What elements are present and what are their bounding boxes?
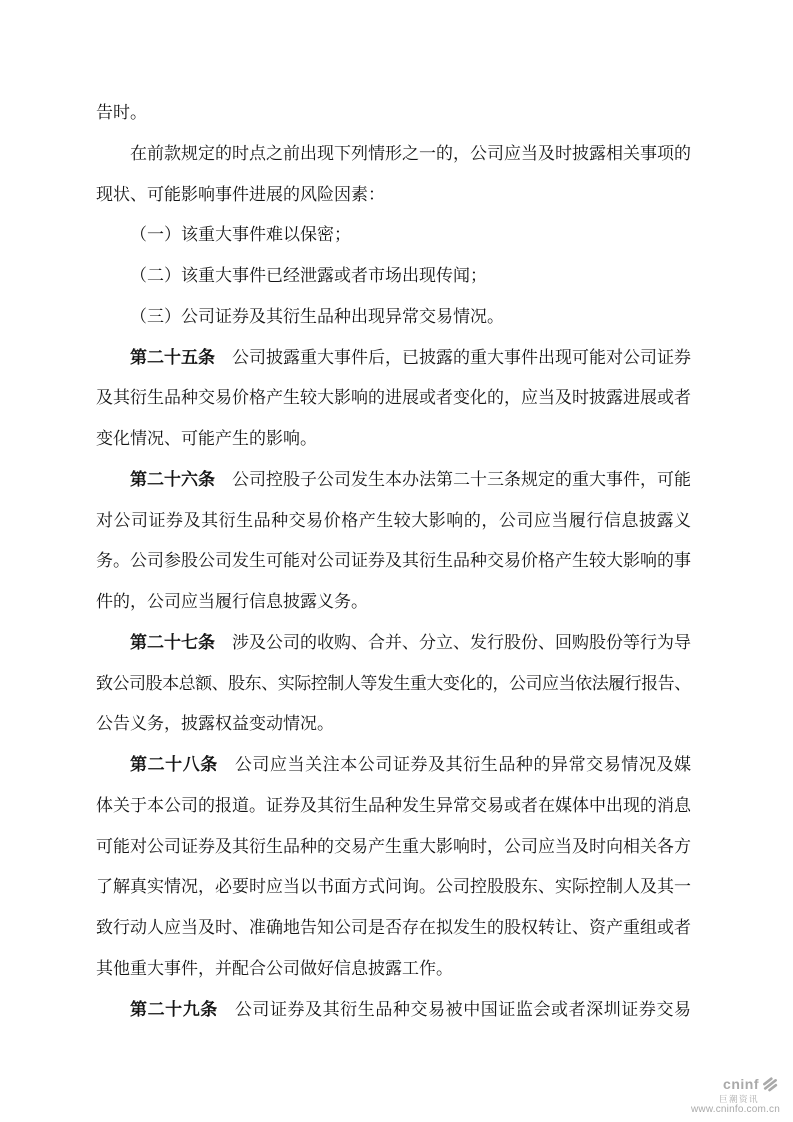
text-line: [96, 460, 691, 501]
text-line: [96, 419, 691, 460]
text-segment: 了解真实情况，必要时应当以书面方式问询。公司控股股东、实际控制人及其一: [96, 877, 691, 897]
text-line: [96, 175, 691, 216]
text-segment: （一）该重大事件难以保密；: [130, 225, 351, 245]
text-line: [96, 990, 691, 1031]
text-segment: 及其衍生品种交易价格产生较大影响的进展或者变化的，应当及时披露进展或者: [96, 388, 691, 408]
text-line: [96, 664, 691, 705]
text-segment: 对公司证券及其衍生品种交易价格产生较大影响的，公司应当履行信息披露义: [96, 510, 691, 530]
article-number: 第二十九条: [130, 999, 218, 1019]
text-line: [96, 378, 691, 419]
text-line: [96, 704, 691, 745]
text-segment: 件的，公司应当履行信息披露义务。: [96, 592, 368, 611]
text-segment: （二）该重大事件已经泄露或者市场出现传闻；: [130, 266, 487, 285]
text-segment: 公司控股子公司发生本办法第二十三条规定的重大事件，可能: [232, 469, 691, 489]
text-segment: 体关于本公司的报道。证券及其衍生品种发生异常交易或者在媒体中出现的消息: [96, 795, 691, 815]
text-line: [96, 827, 691, 868]
text-segment: 涉及公司的收购、合并、分立、发行股份、回购股份等行为导: [232, 632, 691, 652]
text-segment: 可能对公司证券及其衍生品种的交易产生重大影响时，公司应当及时向相关各方: [96, 836, 691, 856]
paragraph: [96, 990, 691, 1031]
text-segment: 变化情况、可能产生的影响。: [96, 429, 317, 448]
text-line: [96, 256, 691, 297]
cninfo-brand-chinese: 巨潮资讯: [718, 1093, 759, 1104]
text-segment: 公司证券及其衍生品种交易被中国证监会或者深圳证券交易: [234, 999, 692, 1019]
article-number: 第二十五条: [130, 347, 215, 367]
article-number: 第二十八条: [130, 755, 218, 774]
text-segment: 公司应当关注本公司证券及其衍生品种的异常交易情况及媒: [234, 755, 692, 774]
text-segment: 告时。: [96, 103, 147, 122]
paragraph: [96, 134, 691, 216]
text-line: [96, 949, 691, 990]
article-number: 第二十七条: [130, 632, 215, 652]
text-segment: （三）公司证券及其衍生品种出现异常交易情况。: [130, 306, 504, 326]
paragraph: [96, 623, 691, 745]
text-line: [96, 908, 691, 949]
text-line: [96, 786, 691, 827]
text-line: [96, 215, 691, 256]
paragraph: [96, 93, 691, 134]
text-segment: 公司披露重大事件后，已披露的重大事件出现可能对公司证券: [232, 347, 691, 367]
paragraph: [96, 745, 691, 990]
paragraph: [96, 338, 691, 460]
cninfo-swirl-icon: [761, 1075, 780, 1094]
text-line: [96, 134, 691, 175]
paragraph: [96, 297, 691, 338]
document-body: [96, 93, 691, 1030]
text-line: [96, 93, 691, 134]
text-segment: 其他重大事件，并配合公司做好信息披露工作。: [96, 958, 453, 978]
paragraph: [96, 460, 691, 623]
text-line: [96, 297, 691, 338]
cninfo-logo-row: [691, 1075, 780, 1094]
text-line: [96, 541, 691, 582]
text-segment: 务。公司参股公司发生可能对公司证券及其衍生品种交易价格产生较大影响的事: [96, 551, 691, 571]
text-segment: 公告义务，披露权益变动情况。: [96, 714, 334, 734]
article-number: 第二十六条: [130, 469, 215, 489]
cninfo-url: www.cninfo.com.cn: [691, 1104, 780, 1115]
cninfo-logo-text: cninf: [723, 1076, 759, 1092]
text-line: [96, 867, 691, 908]
text-line: [96, 338, 691, 379]
paragraph: [96, 215, 691, 256]
paragraph: [96, 256, 691, 297]
text-segment: 致行动人应当及时、准确地告知公司是否存在拟发生的股权转让、资产重组或者: [96, 918, 691, 937]
text-line: [96, 582, 691, 623]
text-segment: 致公司股本总额、股东、实际控制人等发生重大变化的，公司应当依法履行报告、: [96, 673, 691, 693]
cninfo-watermark: [691, 1075, 780, 1116]
text-segment: 现状、可能影响事件进展的风险因素：: [96, 184, 385, 204]
text-line: [96, 623, 691, 664]
text-line: [96, 501, 691, 542]
text-line: [96, 745, 691, 786]
text-segment: 在前款规定的时点之前出现下列情形之一的，公司应当及时披露相关事项的: [130, 143, 691, 163]
